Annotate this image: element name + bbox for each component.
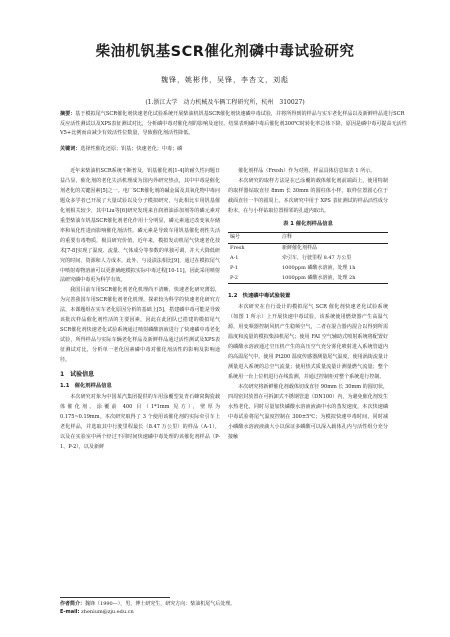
keywords-label: 关键词： xyxy=(60,146,81,152)
table-row xyxy=(228,264,388,274)
table-cell-note: 1000ppm 磷酸水溶液，处理 1h xyxy=(282,264,356,271)
intro-paragraph-1: 近年来柴油机SCR系统不断普及，钒基催化剂[1-4]的耐久性问题日益凸显，催化剂的老化失活机理成为国内外研究热点，其中中毒是催化剂老化的关键因素[5]之一。电厂SCR催化剂的碱金属及其氧化物中毒问题众多学者已开展了大量试验以及分子模拟研究，与此相比车用钒基催化剂相关较少，其中Liu等[6]研究发现来自润滑油添加剂等的磷元素对重型柴油车钒基SCR催化剂老化作用十分明显，磷元素通过改变氧存储率和氧化性进而影响催化剂活性。磷元素是导致车用钒基催化剂性失活的重要有毒物质，极具研究价值，近年来，模拟发动机尾气快速老化技术[7-8]实现了温度、流量、气体成分等参数的单独可调，并大大降低研究的时间、资源和人力成本。此外，与浸渍法相比[9]，通过在模拟尾气中喷射毒物溶液可以更准确地模拟实际中毒过程[10-11]，因此采用喷射法研究磷中毒更为科学有效。 xyxy=(60,168,220,284)
subsection-heading-1-2: 1.2 快速磷中毒试验装置 xyxy=(228,293,291,300)
footnote xyxy=(60,600,410,616)
footnote-divider xyxy=(60,597,170,598)
author-bio xyxy=(60,600,410,608)
table-row xyxy=(228,274,388,284)
affiliation: (1.浙江大学 动力机械及车辆工程研究所，杭州 310027) xyxy=(145,99,305,106)
right-column xyxy=(228,167,388,443)
table-cell-id: P-2 xyxy=(230,274,238,281)
table-row xyxy=(228,254,388,264)
procedure-paragraph: 本次研究将新鲜催化剂载体切成直径 90mm 长 30mm 的圆切状，四周密封放置在可拆卸式不锈钢管道（DN100）内，为避免催化剂发生水热老化，同时尽量加快磷酸水溶液液滴中水的蒸发速度，本次快速磷中毒试验将尾气温度控制在 300±5℃；为模拟快速中毒时间，同时减小磷酸水溶液液滴大小以保证多磷酸可以深入载体孔内与活性组分充分接触 xyxy=(228,384,388,440)
table-cell-id: Fresh xyxy=(230,244,245,251)
author-email xyxy=(60,608,410,616)
table-caption: 表 1 催化剂样品信息 xyxy=(283,220,333,227)
table-cell-note: 牵引车，行驶里程 8.47 万公里 xyxy=(282,254,352,261)
abstract-label: 摘要： xyxy=(60,111,76,117)
left-column xyxy=(60,167,220,453)
author-bio-label: 作者简介： xyxy=(60,601,86,607)
table-header-id: 编号 xyxy=(230,233,241,240)
table-cell-id: A-1 xyxy=(230,254,239,261)
author-bio-text: 魏锋（1990—），男，博士研究生，研究方向：柴油机尾气后处理。 xyxy=(85,601,236,607)
intro-paragraph-2: 我国目前车用SCR催化剂老化机理尚不清晰，快速老化研究薄弱，为完善我国车用SCR催化剂老化机理，探索较为科学的快速老化研究方法，本课题组在实车老化原因分析的基础上[5]，搭建磷中毒可能是导致该批次样品催化剂性活的主要因素，因此在此团队已搭建的模拟尾气SCR催化剂快速老化试验系统通过喷射磷酸溶液进行了快速磷中毒老化试验，所得样品与实际车辆老化样品及新鲜样品通过活性测试及XPS表征测试对比，分析单一老化因素磷中毒对催化剂活性的影响及影响途径。 xyxy=(60,287,220,364)
sample-info-paragraph: 本次研究对象为中国某汽集团提供的车用涂覆型复青石蜂窝陶瓷载体催化剂。涂覆前 400 目（1*1mm 见方），壁厚为 0.175~0.19mm。本次研究取得了 3 个使用该催化剂的实际牵引车上老化样品，并选取其中行驶里程最长（8.47 万公里）的样品（A-1），以及在实验室中两个经过不同时间快速磷中毒处理的该催化剂样品（P-1、P-2），以及新鲜 xyxy=(60,393,220,450)
sampling-method-paragraph: 本次研究的取样方法是在已涂覆的载体催化剂前端面上，使用特制的取样器钻取直径 8mm 长 30mm 的圆柱体小样。取样位置圆心位于截面直径一半的圆周上。本次研究中用于 XPS 表征测试的样品活性成分粉末，在与小样钻取位置相邻的孔道内取出。 xyxy=(228,177,389,214)
subsection-heading-1-1: 1.1 催化剂样品信息 xyxy=(60,383,112,390)
table-cell-note: 新鲜催化剂样品 xyxy=(282,244,318,251)
abstract-block xyxy=(60,110,408,139)
keywords-block xyxy=(60,145,408,153)
sample-info-continued: 催化剂样品（Fresh）作为对照。样品具体信息如表 1 所示。 xyxy=(238,168,376,174)
paper-title: 柴油机钒基SCR催化剂磷中毒试验研究 xyxy=(95,44,355,60)
author-list: 魏锋，姚彬伟，吴锋，李杏文，刘彪 xyxy=(161,76,289,84)
email-label: E-mail: xyxy=(60,609,80,615)
table-cell-note: 1000ppm 磷酸水溶液，处理 2h xyxy=(282,274,356,281)
sample-table xyxy=(228,232,388,285)
table-header-row xyxy=(228,232,388,243)
email-address[interactable]: zhenium@zju.edu.cn xyxy=(81,609,134,615)
section-heading-1: 1 试验信息 xyxy=(60,371,95,379)
table-cell-id: P-1 xyxy=(230,264,238,271)
abstract-text: 基于模拟尾气SCR催化剂快速老化试验系统开展柴油机钒基SCR催化剂快速磷中毒试验，并将所得到的样品与实车老化样品以及新鲜样品进行SCR反应活性测试以及XPS表征测试对比，分析磷中毒对催化剂的影响及途径。结果表明磷中毒后催化剂300℃时转化率总体下降，原因是磷中毒可提高无活性V5+比例而由减少有效活性位数量，导致催化剂活性降低。 xyxy=(60,111,407,137)
table-row xyxy=(228,243,388,253)
table-header-note: 注释 xyxy=(282,233,293,240)
apparatus-paragraph: 本次研究在自行设计的模拟尾气 SCR 催化剂快速老化试验系统（如图 1 所示）上开展快速中毒试验，该系统使用燃烧器产生高温气源，用变频器控制风机产生稳频空气，二者在混合器内混合以得到所需温度和流量的模拟柴油机尾气；使用 FAI 空气辅助式喷射系统将配置好的磷酸水溶液通过空压机产生的高压空气充分雾化喷射进入系统管道内的高温尾气中。使用 Pt200 温度传感器测量尾气温度，使用涡街流量计测量进入系统的总空气流量；使用热式质量流量计测量燃气流量；整个系统用一台上位机进行在线监测，并通过控制柜对整个系统进行控制。 xyxy=(228,304,388,381)
keywords-text: 选择性催化还原；钒基；快速老化；中毒；磷 xyxy=(80,146,183,152)
